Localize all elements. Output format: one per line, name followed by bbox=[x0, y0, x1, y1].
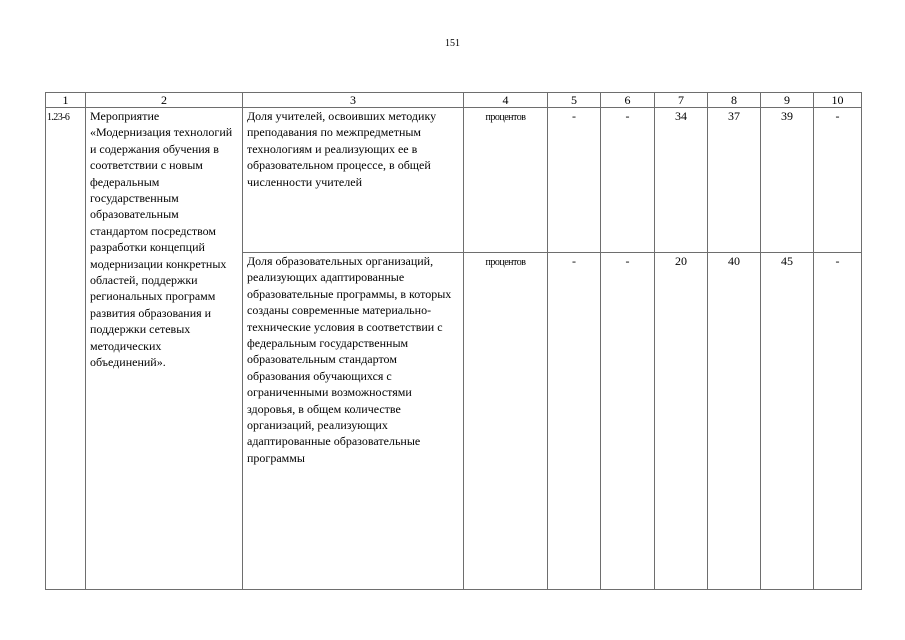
indicator-value: 40 bbox=[708, 253, 761, 590]
column-header: 5 bbox=[548, 93, 601, 108]
indicator-unit: процентов bbox=[464, 108, 548, 253]
indicator-value: - bbox=[548, 253, 601, 590]
indicator-value: - bbox=[814, 253, 862, 590]
indicator-unit: процентов bbox=[464, 253, 548, 590]
item-description: Мероприятие «Модернизация технологий и содержания обучения в соответствии с новым федеральным государственным образовательным стандартом посредством разработки концепций модернизации конкретных областей, поддержки региональных программ развития образования и поддержки сетевых методических объединений». bbox=[86, 108, 243, 590]
column-header: 1 bbox=[46, 93, 86, 108]
indicator-value: 45 bbox=[761, 253, 814, 590]
indicator-name: Доля образовательных организаций, реализующих адаптированные образовательные программы, в которых созданы современные материально-технические условия в соответствии с федеральным государственным образовательным стандартом образования обучающихся с ограниченными возможностями здоровья, в общем количестве организаций, реализующих адаптированные образовательные программы bbox=[243, 253, 464, 590]
column-header: 8 bbox=[708, 93, 761, 108]
indicator-name: Доля учителей, освоивших методику преподавания по межпредметным технологиям и реализующих ее в образовательном процессе, в общей численности учителей bbox=[243, 108, 464, 253]
column-header: 7 bbox=[655, 93, 708, 108]
column-number-row bbox=[46, 93, 862, 108]
column-header: 2 bbox=[86, 93, 243, 108]
indicator-value: - bbox=[601, 108, 655, 253]
column-header: 10 bbox=[814, 93, 862, 108]
column-header: 3 bbox=[243, 93, 464, 108]
indicators-table bbox=[45, 92, 862, 590]
indicator-value: 20 bbox=[655, 253, 708, 590]
indicator-value: - bbox=[814, 108, 862, 253]
column-header: 6 bbox=[601, 93, 655, 108]
item-number: 1.23-6 bbox=[46, 108, 86, 590]
column-header: 9 bbox=[761, 93, 814, 108]
indicator-value: 39 bbox=[761, 108, 814, 253]
column-header: 4 bbox=[464, 93, 548, 108]
indicator-value: - bbox=[601, 253, 655, 590]
indicator-value: 37 bbox=[708, 108, 761, 253]
indicator-value: - bbox=[548, 108, 601, 253]
indicator-value: 34 bbox=[655, 108, 708, 253]
table-row bbox=[46, 108, 862, 253]
page-number: 151 bbox=[445, 38, 460, 49]
